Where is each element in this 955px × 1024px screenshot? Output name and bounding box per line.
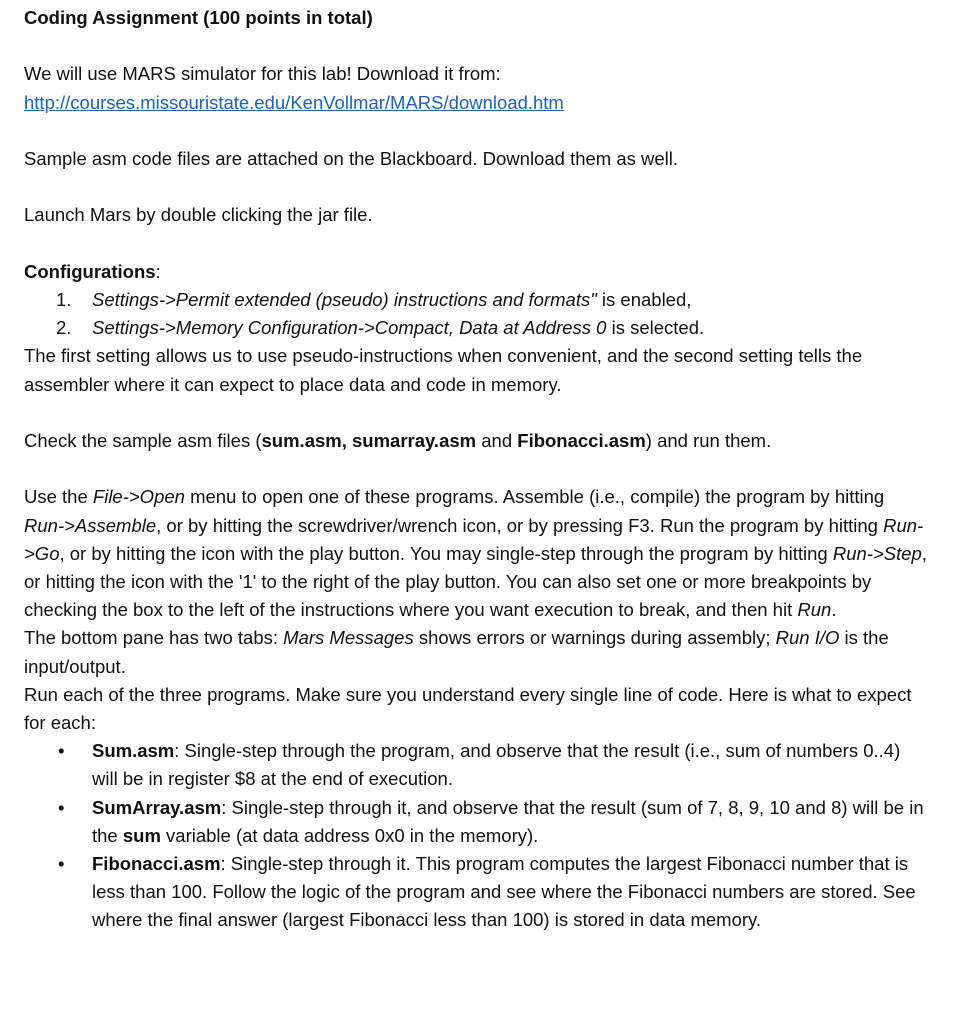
program-name: Fibonacci.asm (92, 853, 221, 874)
launch-text: Launch Mars by double clicking the jar file. (24, 204, 373, 226)
program-list (24, 737, 929, 934)
config-item (24, 314, 929, 342)
text-run: and (476, 429, 518, 451)
program-name: SumArray.asm (92, 796, 222, 818)
menu-path: File->Open (92, 486, 185, 508)
page-title: Coding Assignment (100 points in total) (24, 7, 373, 28)
download-link[interactable]: http://courses.missouristate.edu/KenVollmar/MARS/download.htm (24, 91, 564, 113)
text-run: menu to open one of these programs. Assemble (i.e., compile) the program by hitting (184, 486, 885, 508)
config-note: is selected. (606, 317, 705, 339)
bullet: • (58, 853, 65, 874)
document (24, 4, 929, 935)
spacer (24, 32, 929, 60)
program-item (24, 737, 929, 793)
config-heading-colon: : (155, 260, 161, 282)
spacer (24, 117, 929, 145)
bullet: • (58, 740, 65, 762)
program-description: : Single-step through the program, and observe that the result (i.e., sum of numbers 0..4) will be in register $8 at the end of execution. (92, 740, 901, 790)
tab-name: Mars Messages (283, 627, 414, 649)
spacer (24, 455, 929, 483)
bullet: • (58, 796, 65, 818)
config-item (24, 286, 929, 314)
text-run: , or by hitting the icon with the play button. You may single-step through the program by hitting (59, 542, 833, 564)
config-setting: Settings->Permit extended (pseudo) instructions and formats" (92, 288, 597, 310)
text-run: , or by hitting the screwdriver/wrench icon, or by pressing F3. Run the program by hitting (156, 514, 884, 536)
spacer (24, 173, 929, 201)
text-run: Check the sample asm files ( (24, 429, 262, 451)
text-run: . (831, 599, 837, 621)
config-heading-line (24, 258, 929, 286)
text-run: ) and run them. (645, 429, 772, 451)
config-heading: Configurations (24, 260, 156, 282)
sample-files-text: Sample asm code files are attached on the Blackboard. Download them as well. (24, 147, 679, 169)
program-name: Sum.asm (92, 740, 175, 762)
config-setting: Settings->Memory Configuration->Compact, Data at Address 0 (92, 317, 607, 339)
list-number: 1. (56, 288, 72, 310)
menu-path: Run->Assemble (24, 514, 157, 536)
program-item (24, 794, 929, 850)
text-run: Use the (24, 486, 93, 508)
config-note: is enabled, (596, 288, 692, 310)
spacer (24, 230, 929, 258)
text-run: The bottom pane has two tabs: (24, 627, 284, 649)
program-description: : Single-step through it. This program computes the largest Fibonacci number that is less than 100. Follow the logic of the program and see where the Fibonacci numbers are stored. See where the final answer (largest Fibonacci less than 100) is stored in data memory. (92, 853, 916, 931)
menu-path: Run->Step (832, 542, 922, 564)
config-explanation: The first setting allows us to use pseudo-instructions when convenient, and the second setting tells the assembler where it can expect to place data and code in memory. (24, 345, 863, 395)
usage-paragraph (24, 483, 929, 624)
program-item (24, 850, 929, 935)
menu-path: Run (797, 599, 832, 621)
file-name: Fibonacci.asm (517, 429, 646, 451)
tab-name: Run I/O (775, 627, 840, 649)
spacer (24, 399, 929, 427)
config-list (24, 286, 929, 342)
text-run: shows errors or warnings during assembly; (413, 627, 776, 649)
menu-path: Run->Go (24, 514, 924, 564)
run-each-paragraph: Run each of the three programs. Make sure you understand every single line of code. Here is what to expect for each: (24, 683, 912, 733)
list-number: 2. (56, 317, 72, 339)
pane-paragraph (24, 624, 929, 680)
program-description: : Single-step through it, and observe that the result (sum of 7, 8, 9, 10 and 8) will be in the (92, 796, 924, 846)
program-description-end: variable (at data address 0x0 in the memory). (160, 824, 539, 846)
text-run: , or hitting the icon with the '1' to the right of the play button. You can also set one or more breakpoints by checking the box to the left of the instructions where you want execution to break, and then hit (24, 542, 927, 621)
download-link-line (24, 89, 929, 117)
intro-text: We will use MARS simulator for this lab! Download it from: (24, 63, 501, 85)
file-names: sum.asm, sumarray.asm (261, 429, 477, 451)
variable-name: sum (122, 824, 161, 846)
check-files-text (24, 427, 929, 455)
text-run: is the input/output. (24, 627, 889, 677)
